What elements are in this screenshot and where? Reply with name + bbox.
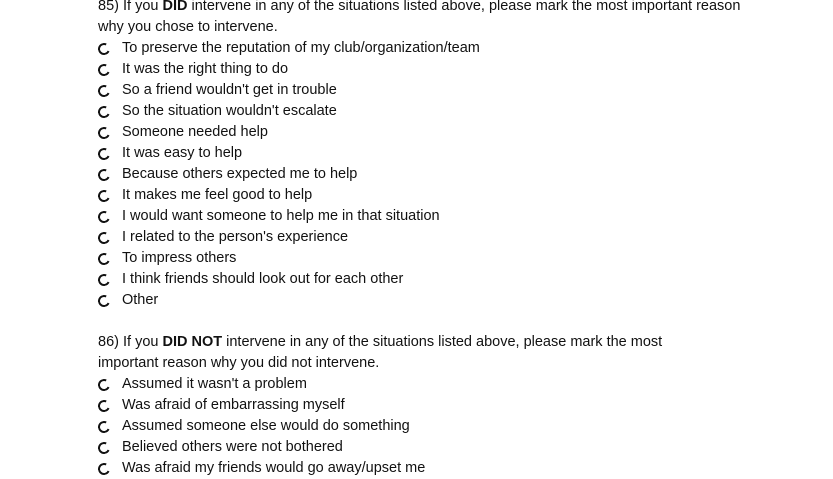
question-85 [98, 0, 818, 311]
question-suffix: intervene in any of the situations listed above, please mark the most [226, 334, 663, 350]
radio-button-icon[interactable] [96, 419, 111, 434]
option-item[interactable] [98, 80, 818, 101]
radio-button-icon[interactable] [96, 41, 111, 56]
question-number: 86) [98, 334, 119, 350]
question-line-2: why you chose to intervene. [98, 19, 278, 35]
option-label: I would want someone to help me in that situation [122, 208, 440, 224]
radio-button-icon[interactable] [96, 230, 111, 245]
radio-button-icon[interactable] [96, 398, 111, 413]
option-label: Believed others were not bothered [122, 439, 343, 455]
option-item[interactable] [98, 374, 818, 395]
question-86 [98, 332, 818, 479]
radio-button-icon[interactable] [96, 209, 111, 224]
option-label: So a friend wouldn't get in trouble [122, 82, 337, 98]
option-item[interactable] [98, 185, 818, 206]
option-label: Assumed someone else would do something [122, 418, 410, 434]
question-86-options [98, 374, 818, 479]
radio-button-icon[interactable] [96, 125, 111, 140]
option-item[interactable] [98, 437, 818, 458]
option-label: So the situation wouldn't escalate [122, 103, 337, 119]
radio-button-icon[interactable] [96, 188, 111, 203]
option-label: Was afraid my friends would go away/upset me [122, 460, 426, 476]
radio-button-icon[interactable] [96, 167, 111, 182]
option-label: I related to the person's experience [122, 229, 349, 245]
survey-page [98, 0, 818, 479]
question-prefix: If you [123, 334, 159, 350]
option-label: It was easy to help [122, 145, 243, 161]
radio-button-icon[interactable] [96, 293, 111, 308]
option-item[interactable] [98, 59, 818, 80]
question-prefix: If you [123, 0, 159, 14]
option-item[interactable] [98, 122, 818, 143]
radio-button-icon[interactable] [96, 377, 111, 392]
option-label: To preserve the reputation of my club/organization/team [122, 40, 480, 56]
radio-button-icon[interactable] [96, 272, 111, 287]
option-label: To impress others [122, 250, 237, 266]
question-85-options [98, 38, 818, 311]
option-label: Was afraid of embarrassing myself [122, 397, 345, 413]
option-item[interactable] [98, 101, 818, 122]
option-label: I think friends should look out for each other [122, 271, 404, 287]
question-number: 85) [98, 0, 119, 14]
radio-button-icon[interactable] [96, 440, 111, 455]
option-item[interactable] [98, 206, 818, 227]
option-label: Someone needed help [122, 124, 268, 140]
radio-button-icon[interactable] [96, 461, 111, 476]
radio-button-icon[interactable] [96, 104, 111, 119]
option-item[interactable] [98, 227, 818, 248]
option-item[interactable] [98, 416, 818, 437]
option-item[interactable] [98, 458, 818, 479]
radio-button-icon[interactable] [96, 251, 111, 266]
option-label: It makes me feel good to help [122, 187, 313, 203]
radio-button-icon[interactable] [96, 146, 111, 161]
option-label: Other [122, 292, 159, 308]
option-item[interactable] [98, 143, 818, 164]
question-85-text [98, 0, 818, 38]
question-line-2: important reason why you did not intervene. [98, 355, 380, 371]
option-label: It was the right thing to do [122, 61, 289, 77]
option-item[interactable] [98, 269, 818, 290]
question-emphasis: DID [162, 0, 188, 14]
option-label: Assumed it wasn't a problem [122, 376, 307, 392]
radio-button-icon[interactable] [96, 62, 111, 77]
option-item[interactable] [98, 164, 818, 185]
option-item[interactable] [98, 38, 818, 59]
option-item[interactable] [98, 290, 818, 311]
option-label: Because others expected me to help [122, 166, 358, 182]
question-86-text [98, 332, 818, 374]
option-item[interactable] [98, 395, 818, 416]
question-suffix: intervene in any of the situations listed above, please mark the most important reason [191, 0, 741, 14]
question-emphasis: DID NOT [162, 334, 223, 350]
radio-button-icon[interactable] [96, 83, 111, 98]
option-item[interactable] [98, 248, 818, 269]
